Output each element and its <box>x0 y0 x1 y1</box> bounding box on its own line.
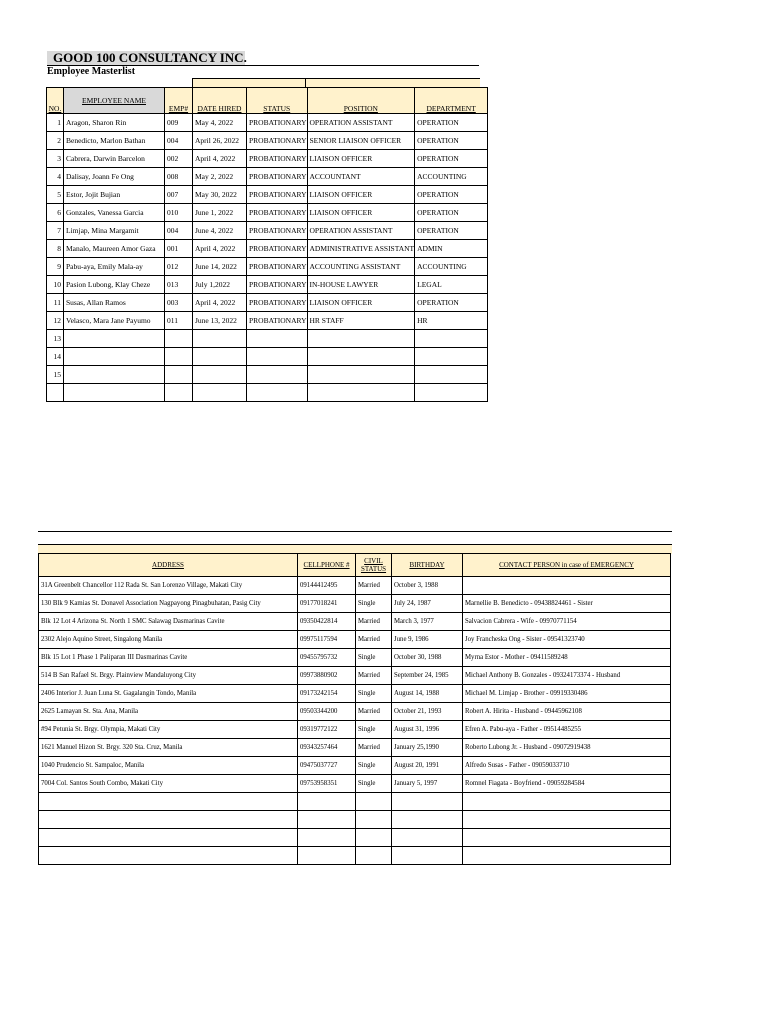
cell-emp-number[interactable] <box>165 348 193 366</box>
cell-address[interactable]: #94 Petunia St. Brgy. Olympia, Makati City <box>39 721 298 739</box>
cell-position[interactable] <box>307 330 415 348</box>
cell-position[interactable]: SENIOR LIAISON OFFICER <box>307 132 415 150</box>
cell-status[interactable]: PROBATIONARY <box>247 168 308 186</box>
cell-no[interactable]: 1 <box>47 114 64 132</box>
cell-civil-status[interactable]: Married <box>356 577 392 595</box>
cell-birthday[interactable]: June 9, 1986 <box>392 631 463 649</box>
cell-no[interactable]: 3 <box>47 150 64 168</box>
cell-date-hired[interactable]: July 1,2022 <box>193 276 247 294</box>
cell-address[interactable] <box>39 811 298 829</box>
table-row <box>39 757 671 775</box>
cell-birthday[interactable]: August 20, 1991 <box>392 757 463 775</box>
cell-position[interactable]: LIAISON OFFICER <box>307 294 415 312</box>
cell-cellphone[interactable]: 09173242154 <box>298 685 356 703</box>
cell-position[interactable]: LIAISON OFFICER <box>307 186 415 204</box>
table-row <box>39 829 671 847</box>
col-header-department: DEPARTMENT <box>415 88 488 114</box>
cell-employee-name[interactable]: Benedicto, Marlon Bathan <box>64 132 165 150</box>
cell-emergency-contact[interactable]: Joy Francheska Ong - Sister - 09541323740 <box>463 631 671 649</box>
table-row <box>47 240 488 258</box>
cell-employee-name[interactable]: Manalo, Maureen Amor Gaza <box>64 240 165 258</box>
table-row <box>47 366 488 384</box>
cell-department[interactable] <box>415 330 488 348</box>
cell-address[interactable]: Blk 12 Lot 4 Arizona St. North 1 SMC Salawag Dasmarinas Cavite <box>39 613 298 631</box>
cell-civil-status[interactable]: Single <box>356 595 392 613</box>
cell-date-hired[interactable]: June 13, 2022 <box>193 312 247 330</box>
table-row <box>47 312 488 330</box>
cell-employee-name[interactable]: Pabu-aya, Emily Mala-ay <box>64 258 165 276</box>
cell-address[interactable]: 2302 Alejo Aquino Street, Singalong Manila <box>39 631 298 649</box>
cell-date-hired[interactable]: April 4, 2022 <box>193 240 247 258</box>
cell-address[interactable]: 2625 Lamayan St. Sta. Ana, Manila <box>39 703 298 721</box>
cell-employee-name[interactable] <box>64 384 165 402</box>
cell-address[interactable] <box>39 793 298 811</box>
cell-status[interactable]: PROBATIONARY <box>247 294 308 312</box>
cell-cellphone[interactable]: 09350422814 <box>298 613 356 631</box>
cell-date-hired[interactable]: May 4, 2022 <box>193 114 247 132</box>
cell-position[interactable] <box>307 366 415 384</box>
cell-emp-number[interactable]: 007 <box>165 186 193 204</box>
cell-birthday[interactable]: January 5, 1997 <box>392 775 463 793</box>
cell-emergency-contact[interactable] <box>463 577 671 595</box>
cell-birthday[interactable]: July 24, 1987 <box>392 595 463 613</box>
cell-civil-status[interactable]: Single <box>356 649 392 667</box>
cell-cellphone[interactable]: 09177018241 <box>298 595 356 613</box>
cell-date-hired[interactable]: May 30, 2022 <box>193 186 247 204</box>
col-header-birthday: BIRTHDAY <box>392 554 463 577</box>
header-strip <box>192 78 480 87</box>
table-row <box>39 775 671 793</box>
cell-birthday[interactable] <box>392 847 463 865</box>
table-row <box>39 667 671 685</box>
cell-emergency-contact[interactable]: Alfredo Susas - Father - 09059033710 <box>463 757 671 775</box>
table-row <box>47 330 488 348</box>
cell-civil-status[interactable] <box>356 793 392 811</box>
cell-emergency-contact[interactable]: Marnellie B. Benedicto - 09438824461 - Sister <box>463 595 671 613</box>
cell-date-hired[interactable] <box>193 366 247 384</box>
cell-emp-number[interactable]: 003 <box>165 294 193 312</box>
cell-status[interactable] <box>247 348 308 366</box>
cell-no[interactable]: 7 <box>47 222 64 240</box>
cell-position[interactable] <box>307 384 415 402</box>
cell-no[interactable]: 5 <box>47 186 64 204</box>
table-row <box>47 222 488 240</box>
cell-emp-number[interactable]: 001 <box>165 240 193 258</box>
cell-cellphone[interactable]: 09753958351 <box>298 775 356 793</box>
cell-emp-number[interactable]: 008 <box>165 168 193 186</box>
cell-date-hired[interactable] <box>193 348 247 366</box>
table-row <box>39 631 671 649</box>
cell-date-hired[interactable]: April 4, 2022 <box>193 150 247 168</box>
cell-civil-status[interactable]: Single <box>356 721 392 739</box>
cell-status[interactable]: PROBATIONARY <box>247 312 308 330</box>
cell-date-hired[interactable] <box>193 384 247 402</box>
cell-date-hired[interactable]: April 26, 2022 <box>193 132 247 150</box>
table-row <box>47 258 488 276</box>
cell-address[interactable]: 31A Greenbelt Chancellor 112 Rada St. San Lorenzo Village, Makati City <box>39 577 298 595</box>
cell-emp-number[interactable] <box>165 384 193 402</box>
cell-no[interactable] <box>47 384 64 402</box>
cell-emp-number[interactable]: 011 <box>165 312 193 330</box>
col-header-civil-status: CIVIL STATUS <box>356 554 392 577</box>
table-row <box>39 595 671 613</box>
cell-birthday[interactable]: January 25,1990 <box>392 739 463 757</box>
cell-no[interactable]: 10 <box>47 276 64 294</box>
cell-position[interactable]: LIAISON OFFICER <box>307 204 415 222</box>
cell-cellphone[interactable]: 09343257464 <box>298 739 356 757</box>
cell-no[interactable]: 11 <box>47 294 64 312</box>
cell-department[interactable]: ACCOUNTING <box>415 168 488 186</box>
cell-status[interactable]: PROBATIONARY <box>247 186 308 204</box>
cell-cellphone[interactable]: 09144412495 <box>298 577 356 595</box>
cell-date-hired[interactable]: June 1, 2022 <box>193 204 247 222</box>
col-header-emp-number: EMP# <box>165 88 193 114</box>
cell-cellphone[interactable]: 09475037727 <box>298 757 356 775</box>
table-row <box>47 384 488 402</box>
cell-status[interactable]: PROBATIONARY <box>247 204 308 222</box>
cell-department[interactable]: ADMIN <box>415 240 488 258</box>
col-header-cellphone: CELLPHONE # <box>298 554 356 577</box>
employee-masterlist-table <box>46 87 488 402</box>
cell-department[interactable]: OPERATION <box>415 186 488 204</box>
cell-civil-status[interactable]: Single <box>356 757 392 775</box>
cell-emp-number[interactable]: 010 <box>165 204 193 222</box>
cell-address[interactable]: Blk 15 Lot 1 Phase 1 Paliparan III Dasmarinas Cavite <box>39 649 298 667</box>
cell-cellphone[interactable]: 09973880902 <box>298 667 356 685</box>
table-row <box>47 114 488 132</box>
cell-position[interactable]: ACCOUNTANT <box>307 168 415 186</box>
col-header-status: STATUS <box>247 88 308 114</box>
table-header-row <box>39 554 671 577</box>
table-row <box>39 811 671 829</box>
cell-address[interactable]: 130 Blk 9 Kamias St. Donavel Association Nagpayong Pinagbuhatan, Pasig City <box>39 595 298 613</box>
cell-department[interactable] <box>415 384 488 402</box>
cell-no[interactable]: 6 <box>47 204 64 222</box>
cell-civil-status[interactable]: Married <box>356 703 392 721</box>
cell-date-hired[interactable] <box>193 330 247 348</box>
sheet-subtitle: Employee Masterlist <box>47 66 136 77</box>
cell-department[interactable] <box>415 366 488 384</box>
cell-date-hired[interactable]: May 2, 2022 <box>193 168 247 186</box>
cell-civil-status[interactable]: Single <box>356 685 392 703</box>
cell-address[interactable] <box>39 829 298 847</box>
cell-employee-name[interactable]: Cabrera, Darwin Barcelon <box>64 150 165 168</box>
cell-address[interactable]: 1040 Prudencio St. Sampaloc, Manila <box>39 757 298 775</box>
cell-employee-name[interactable] <box>64 348 165 366</box>
cell-department[interactable]: OPERATION <box>415 114 488 132</box>
cell-employee-name[interactable]: Aragon, Sharon Rin <box>64 114 165 132</box>
table-row <box>47 186 488 204</box>
cell-birthday[interactable]: October 3, 1988 <box>392 577 463 595</box>
table-row <box>39 613 671 631</box>
table-row <box>47 168 488 186</box>
cell-cellphone[interactable]: 09503344200 <box>298 703 356 721</box>
table-row <box>47 276 488 294</box>
col-header-employee-name: EMPLOYEE NAME <box>64 88 165 114</box>
cell-department[interactable]: OPERATION <box>415 294 488 312</box>
table-row <box>39 649 671 667</box>
cell-employee-name[interactable] <box>64 366 165 384</box>
cell-position[interactable]: OPERATION ASSISTANT <box>307 222 415 240</box>
cell-position[interactable]: OPERATION ASSISTANT <box>307 114 415 132</box>
cell-employee-name[interactable]: Limjap, Mina Margamit <box>64 222 165 240</box>
cell-status[interactable]: PROBATIONARY <box>247 132 308 150</box>
cell-date-hired[interactable]: June 14, 2022 <box>193 258 247 276</box>
col-header-emergency-contact: CONTACT PERSON in case of EMERGENCY <box>463 554 671 577</box>
cell-status[interactable]: PROBATIONARY <box>247 258 308 276</box>
cell-cellphone[interactable] <box>298 829 356 847</box>
cell-emergency-contact[interactable] <box>463 793 671 811</box>
cell-status[interactable] <box>247 330 308 348</box>
table-row <box>47 204 488 222</box>
table-header-row <box>47 88 488 114</box>
cell-employee-name[interactable]: Susas, Allan Ramos <box>64 294 165 312</box>
cell-department[interactable]: OPERATION <box>415 222 488 240</box>
cell-address[interactable]: 1621 Manuel Hizon St. Brgy. 320 Sta. Cruz, Manila <box>39 739 298 757</box>
cell-address[interactable]: 7004 Col. Santos South Combo, Makati City <box>39 775 298 793</box>
cell-position[interactable]: IN-HOUSE LAWYER <box>307 276 415 294</box>
col-header-no: NO. <box>47 88 64 114</box>
cell-department[interactable]: OPERATION <box>415 150 488 168</box>
table-row <box>47 294 488 312</box>
cell-position[interactable]: ACCOUNTING ASSISTANT <box>307 258 415 276</box>
table-row <box>39 847 671 865</box>
cell-emergency-contact[interactable]: Efren A. Pabu-aya - Father - 09514485255 <box>463 721 671 739</box>
cell-cellphone[interactable] <box>298 793 356 811</box>
cell-civil-status[interactable]: Married <box>356 613 392 631</box>
cell-no[interactable]: 2 <box>47 132 64 150</box>
cell-date-hired[interactable]: June 4, 2022 <box>193 222 247 240</box>
col-header-address: ADDRESS <box>39 554 298 577</box>
cell-emp-number[interactable]: 009 <box>165 114 193 132</box>
cell-birthday[interactable] <box>392 811 463 829</box>
cell-department[interactable]: ACCOUNTING <box>415 258 488 276</box>
cell-emp-number[interactable] <box>165 330 193 348</box>
table-row <box>39 703 671 721</box>
cell-civil-status[interactable] <box>356 811 392 829</box>
cell-no[interactable]: 14 <box>47 348 64 366</box>
employee-contact-table <box>38 553 671 865</box>
cell-status[interactable] <box>247 384 308 402</box>
cell-emp-number[interactable]: 004 <box>165 222 193 240</box>
cell-no[interactable]: 13 <box>47 330 64 348</box>
cell-emergency-contact[interactable]: Michael M. Limjap - Brother - 09919330486 <box>463 685 671 703</box>
cell-cellphone[interactable]: 09975117594 <box>298 631 356 649</box>
cell-address[interactable] <box>39 847 298 865</box>
cell-emergency-contact[interactable] <box>463 847 671 865</box>
cell-status[interactable]: PROBATIONARY <box>247 276 308 294</box>
cell-employee-name[interactable]: Dalisay, Joann Fe Ong <box>64 168 165 186</box>
cell-emp-number[interactable]: 012 <box>165 258 193 276</box>
cell-emp-number[interactable]: 002 <box>165 150 193 168</box>
cell-employee-name[interactable]: Estor, Jojit Bujian <box>64 186 165 204</box>
cell-no[interactable]: 4 <box>47 168 64 186</box>
cell-cellphone[interactable]: 09319772122 <box>298 721 356 739</box>
cell-civil-status[interactable] <box>356 829 392 847</box>
cell-birthday[interactable]: August 14, 1988 <box>392 685 463 703</box>
cell-emergency-contact[interactable]: Salvacion Cabrera - Wife - 09970771154 <box>463 613 671 631</box>
cell-status[interactable]: PROBATIONARY <box>247 150 308 168</box>
cell-no[interactable]: 8 <box>47 240 64 258</box>
cell-department[interactable]: LEGAL <box>415 276 488 294</box>
cell-emp-number[interactable]: 013 <box>165 276 193 294</box>
cell-address[interactable]: 514 B San Rafael St. Brgy. Plainview Mandaluyong City <box>39 667 298 685</box>
table-row <box>39 739 671 757</box>
cell-emergency-contact[interactable] <box>463 829 671 847</box>
cell-birthday[interactable] <box>392 829 463 847</box>
cell-civil-status[interactable]: Single <box>356 775 392 793</box>
cell-position[interactable] <box>307 348 415 366</box>
cell-cellphone[interactable]: 09455795732 <box>298 649 356 667</box>
cell-emergency-contact[interactable]: Myrna Estor - Mother - 09411589248 <box>463 649 671 667</box>
cell-employee-name[interactable]: Gonzales, Vanessa Garcia <box>64 204 165 222</box>
table-row <box>39 685 671 703</box>
table-row <box>47 348 488 366</box>
cell-civil-status[interactable]: Married <box>356 739 392 757</box>
col-header-position: POSITION <box>307 88 415 114</box>
cell-position[interactable]: HR STAFF <box>307 312 415 330</box>
cell-employee-name[interactable] <box>64 330 165 348</box>
cell-civil-status[interactable] <box>356 847 392 865</box>
cell-no[interactable]: 15 <box>47 366 64 384</box>
cell-status[interactable] <box>247 366 308 384</box>
cell-birthday[interactable]: October 21, 1993 <box>392 703 463 721</box>
company-name: GOOD 100 CONSULTANCY INC. <box>47 51 245 65</box>
cell-birthday[interactable]: October 30, 1988 <box>392 649 463 667</box>
cell-status[interactable]: PROBATIONARY <box>247 240 308 258</box>
cell-department[interactable] <box>415 348 488 366</box>
cell-employee-name[interactable]: Pasion Lubong, Klay Cheze <box>64 276 165 294</box>
cell-status[interactable]: PROBATIONARY <box>247 114 308 132</box>
cell-emergency-contact[interactable]: Michael Anthony B. Gonzales - 09324173374 - Husband <box>463 667 671 685</box>
cell-emp-number[interactable]: 004 <box>165 132 193 150</box>
table-row <box>39 793 671 811</box>
cell-birthday[interactable] <box>392 793 463 811</box>
cell-cellphone[interactable] <box>298 847 356 865</box>
table-row <box>39 721 671 739</box>
cell-birthday[interactable]: September 24, 1985 <box>392 667 463 685</box>
cell-no[interactable]: 12 <box>47 312 64 330</box>
table-row <box>39 577 671 595</box>
table-row <box>47 132 488 150</box>
cell-cellphone[interactable] <box>298 811 356 829</box>
cell-emergency-contact[interactable]: Romnel Fiagata - Boyfriend - 09059284584 <box>463 775 671 793</box>
cell-status[interactable]: PROBATIONARY <box>247 222 308 240</box>
cell-address[interactable]: 2406 Interior J. Juan Luna St. Gagalangin Tondo, Manila <box>39 685 298 703</box>
cell-civil-status[interactable]: Married <box>356 667 392 685</box>
cell-civil-status[interactable]: Married <box>356 631 392 649</box>
cell-department[interactable]: OPERATION <box>415 132 488 150</box>
cell-position[interactable]: ADMINISTRATIVE ASSISTANT <box>307 240 415 258</box>
cell-no[interactable]: 9 <box>47 258 64 276</box>
section-rule <box>38 531 672 532</box>
cell-emergency-contact[interactable] <box>463 811 671 829</box>
cell-emergency-contact[interactable]: Robert A. Hirita - Husband - 09445962108 <box>463 703 671 721</box>
cell-birthday[interactable]: August 31, 1996 <box>392 721 463 739</box>
cell-department[interactable]: OPERATION <box>415 204 488 222</box>
table-row <box>47 150 488 168</box>
cell-position[interactable]: LIAISON OFFICER <box>307 150 415 168</box>
cell-employee-name[interactable]: Velasco, Mara Jane Payumo <box>64 312 165 330</box>
col-header-date-hired: DATE HIRED <box>193 88 247 114</box>
cell-birthday[interactable]: March 3, 1977 <box>392 613 463 631</box>
cell-emergency-contact[interactable]: Roberto Lubong Jr. - Husband - 09072919438 <box>463 739 671 757</box>
cell-date-hired[interactable]: April 4, 2022 <box>193 294 247 312</box>
cell-emp-number[interactable] <box>165 366 193 384</box>
cell-department[interactable]: HR <box>415 312 488 330</box>
